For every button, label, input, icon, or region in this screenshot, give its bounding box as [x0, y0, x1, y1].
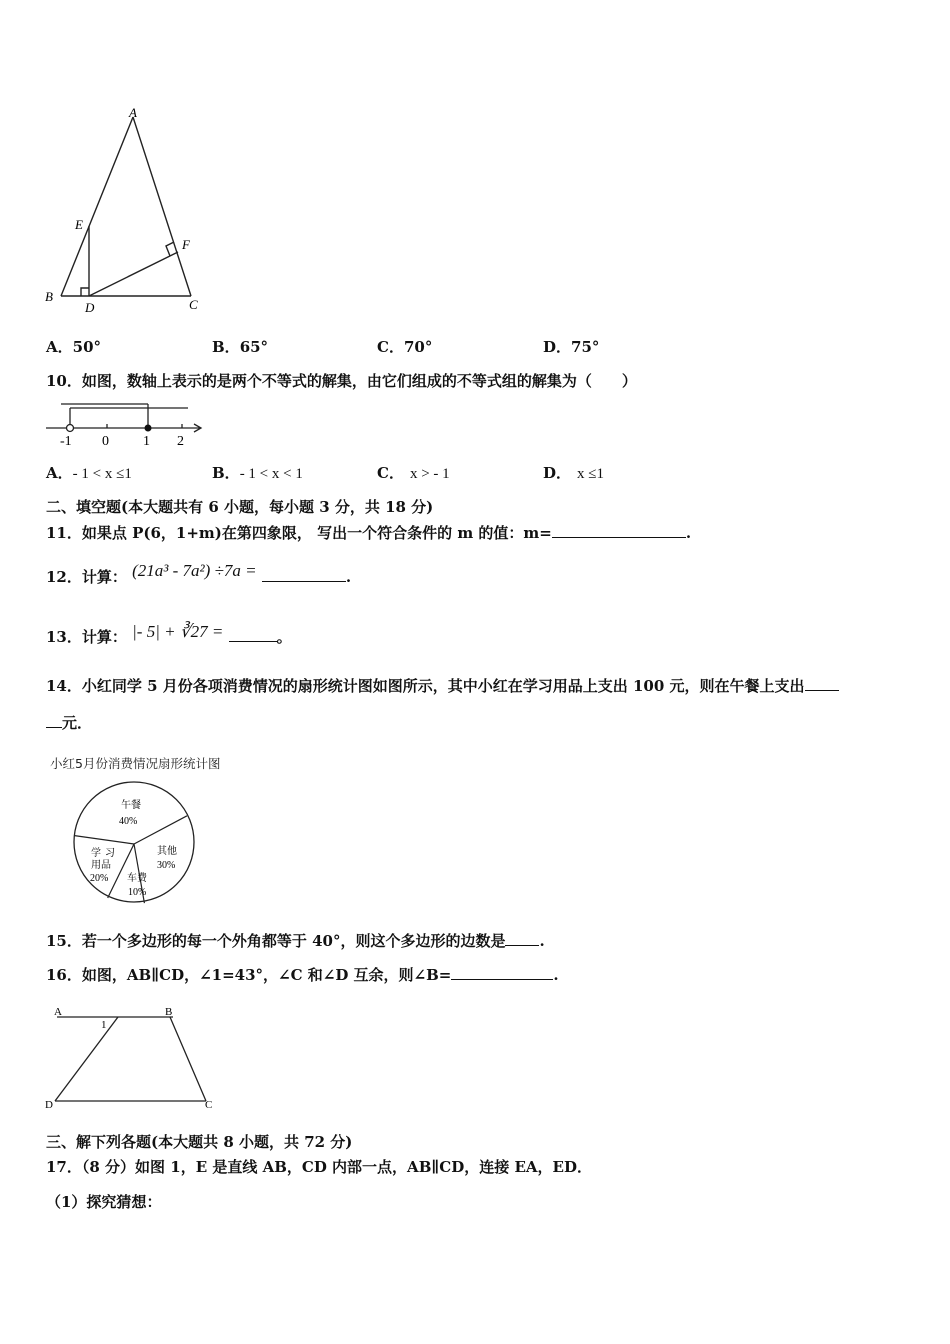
label-A: A — [129, 105, 137, 120]
pie-label-lunch: 午餐 — [121, 800, 141, 811]
q17: 17．（8 分）如图 1，E 是直线 AB，CD 内部一点，AB∥CD，连接 EA，ED． — [46, 1158, 592, 1176]
q14-line1: 14．小红同学 5 月份各项消费情况的扇形统计图如图所示，其中小红在学习用品上支出 100 元，则在午餐上支出 — [46, 675, 839, 696]
q11-answer-blank[interactable] — [552, 523, 686, 538]
q10-option-a[interactable]: A．- 1 < x ≤1 — [46, 464, 132, 482]
pie-chart — [70, 778, 210, 908]
label-B: B — [45, 289, 53, 304]
q13-expression: |- 5| + ∛27 = — [132, 622, 224, 641]
pie-value-fare: 10% — [128, 887, 147, 898]
pie-label-study2: 用品 — [91, 860, 111, 871]
q14-answer-blank-a[interactable] — [805, 676, 839, 691]
label-angle-1: 1 — [101, 1019, 107, 1031]
q13: 13．计算： |- 5| + ∛27 = 。 — [46, 622, 292, 646]
pie-chart-title: 小红5月份消费情况扇形统计图 — [50, 756, 221, 771]
q15: 15．若一个多边形的每一个外角都等于 40°，则这个多边形的边数是 . — [46, 932, 545, 950]
pie-label-fare: 车费 — [127, 873, 147, 884]
label-C: C — [189, 297, 198, 312]
section-3-title: 三、解下列各题(本大题共 8 小题，共 72 分) — [46, 1133, 353, 1151]
q11: 11．如果点 P(6，1+m)在第四象限， 写出一个符合条件的 m 的值：m= . — [46, 524, 692, 542]
label-D: D — [85, 300, 95, 315]
tick-0: 0 — [102, 434, 109, 449]
pie-label-other: 其他 — [157, 846, 177, 857]
q9-option-c[interactable]: C．70° — [377, 338, 433, 356]
q14-line2: 元． — [46, 712, 92, 733]
tick-neg1: -1 — [60, 434, 72, 449]
tick-1: 1 — [143, 434, 150, 449]
q10-option-d[interactable]: D． x ≤1 — [543, 464, 604, 482]
q10-option-c[interactable]: C． x > - 1 — [377, 464, 450, 482]
q15-answer-blank[interactable] — [505, 931, 539, 946]
triangle-figure — [40, 105, 220, 320]
label-B: B — [165, 1006, 173, 1018]
q14-answer-blank-b[interactable] — [46, 713, 62, 728]
label-C: C — [205, 1099, 213, 1111]
q16-answer-blank[interactable] — [451, 965, 553, 980]
q10-option-b[interactable]: B．- 1 < x < 1 — [212, 464, 303, 482]
tick-2: 2 — [177, 434, 184, 449]
label-F: F — [182, 237, 190, 252]
q9-option-d[interactable]: D．75° — [543, 338, 600, 356]
label-E: E — [75, 217, 83, 232]
label-A: A — [54, 1006, 62, 1018]
q9-option-b[interactable]: B．65° — [212, 338, 269, 356]
section-2-title: 二、填空题(本大题共有 6 小题，每小题 3 分，共 18 分) — [46, 498, 434, 516]
pie-label-study: 学习 — [91, 848, 115, 859]
pie-value-study: 20% — [90, 873, 109, 884]
label-D: D — [45, 1099, 53, 1111]
q9-option-a[interactable]: A．50° — [46, 338, 102, 356]
trapezoid-figure — [40, 1000, 230, 1115]
number-line-figure — [40, 398, 210, 450]
q12-expression: (21a³ - 7a²) ÷7a = — [132, 561, 257, 580]
q12: 12．计算： (21a³ - 7a²) ÷7a = . — [46, 561, 352, 586]
q16: 16．如图，AB∥CD，∠1=43°，∠C 和∠D 互余，则∠B= . — [46, 966, 559, 984]
pie-value-lunch: 40% — [119, 816, 138, 827]
q10-stem: 10．如图，数轴上表示的是两个不等式的解集，由它们组成的不等式组的解集为（ ） — [46, 372, 637, 390]
q13-answer-blank[interactable] — [229, 627, 277, 642]
pie-value-other: 30% — [157, 860, 176, 871]
q12-answer-blank[interactable] — [262, 567, 346, 582]
q17-sub1: （1）探究猜想： — [46, 1193, 162, 1211]
